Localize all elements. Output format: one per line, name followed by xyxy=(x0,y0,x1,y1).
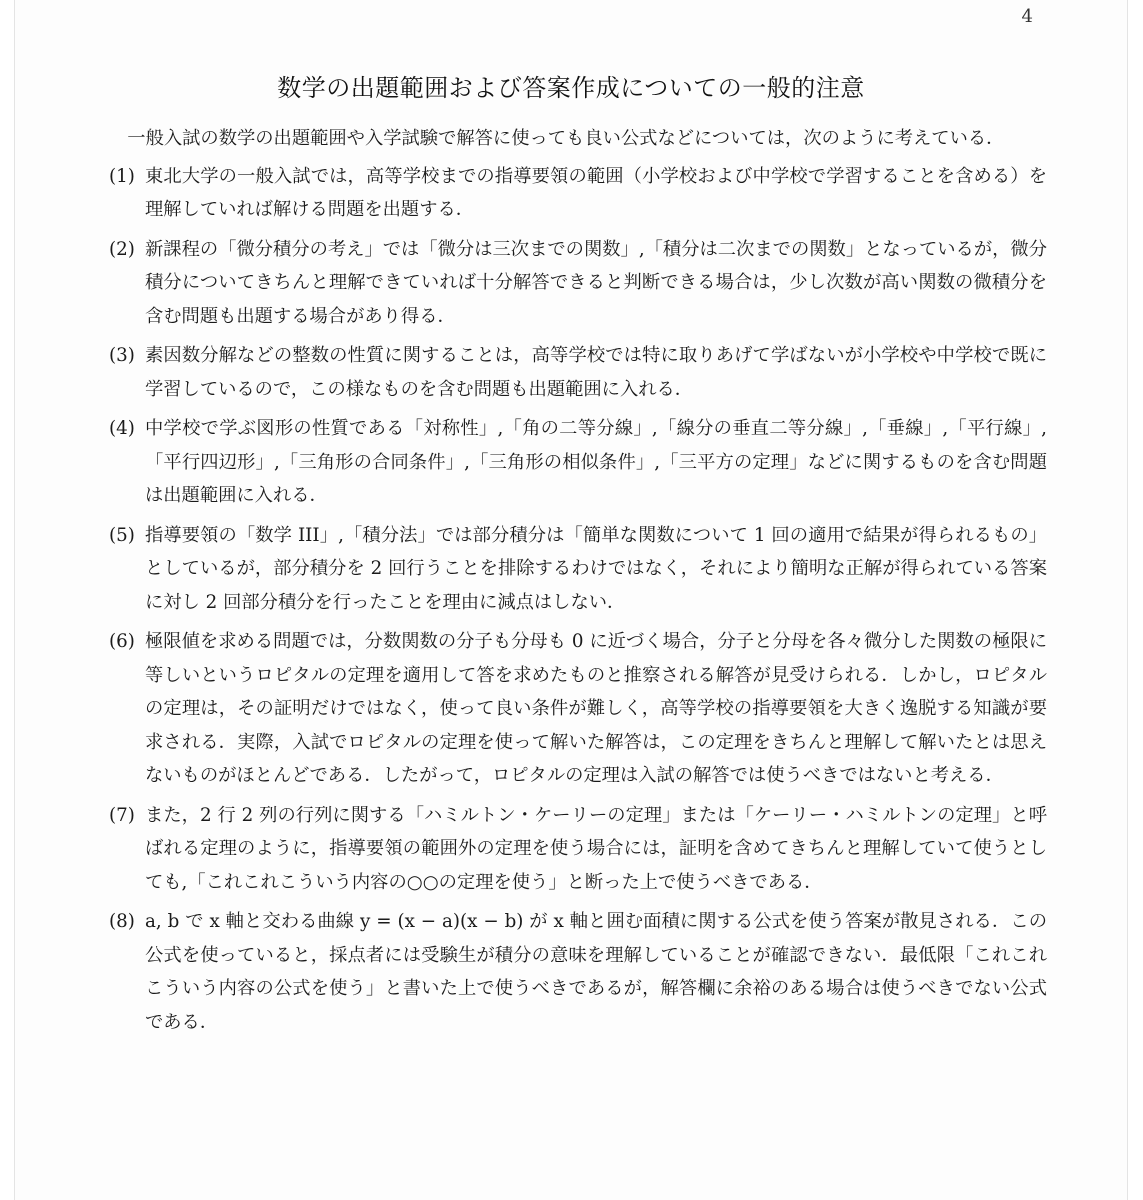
page-number: 4 xyxy=(1021,6,1033,27)
list-item-number: (3) xyxy=(109,345,135,366)
list-item xyxy=(109,412,1047,513)
document-body xyxy=(109,122,1047,1045)
list-item-text: 極限値を求める問題では，分数関数の分子も分母も 0 に近づく場合，分子と分母を各々微分した関数の極限に等しいというロピタルの定理を適用して答を求めたものと推察される解答が見受けられる．しかし，ロピタルの定理は，その証明だけではなく，使って良い条件が難しく，高等学校の指導要領を大きく逸脱する知識が要求される．実際，入試でロピタルの定理を使って解いた解答は，この定理をきちんと理解して解いたとは思えないものがほとんどである．したがって，ロピタルの定理は入試の解答では使うべきではないと考える． xyxy=(145,631,1047,786)
list-item xyxy=(109,799,1047,900)
list-item xyxy=(109,339,1047,406)
list-item-number: (1) xyxy=(109,165,135,187)
list-item-text: 中学校で学ぶ図形の性質である「対称性」,「角の二等分線」,「線分の垂直二等分線」,「垂線」,「平行線」,「平行四辺形」,「三角形の合同条件」,「三角形の相似条件」,「三平方の定理」などに関するものを含む問題は出題範囲に入れる． xyxy=(145,418,1047,506)
list-item-number: (4) xyxy=(109,418,135,439)
list-item xyxy=(109,233,1047,334)
list-item xyxy=(109,519,1047,620)
list-item-text: a, b で x 軸と交わる曲線 y = (x − a)(x − b) が x 軸と囲む面積に関する公式を使う答案が散見される．この公式を使っていると，採点者には受験生が積分の意味を理解していることが確認できない．最低限「これこれこういう内容の公式を使う」と書いた上で使うべきであるが，解答欄に余裕のある場合は使うべきでない公式である． xyxy=(145,911,1047,1033)
list-item-number: (6) xyxy=(109,631,135,652)
list-item-text: また，2 行 2 列の行列に関する「ハミルトン・ケーリーの定理」または「ケーリー・ハミルトンの定理」と呼ばれる定理のように，指導要領の範囲外の定理を使う場合には，証明を含めてきちんと理解していて使うとしても,「これこれこういう内容の○○の定理を使う」と断った上で使うべきである． xyxy=(145,804,1047,893)
list-item xyxy=(109,905,1047,1039)
list-item-text: 新課程の「微分積分の考え」では「微分は三次までの関数」,「積分は二次までの関数」となっているが，微分積分についてきちんと理解できていれば十分解答できると判断できる場合は，少し次数が高い関数の微積分を含む問題も出題する場合があり得る． xyxy=(145,238,1047,327)
list-item-text: 素因数分解などの整数の性質に関することは，高等学校では特に取りあげて学ばないが小学校や中学校で既に学習しているので，この様なものを含む問題も出題範囲に入れる． xyxy=(145,345,1047,400)
document-page xyxy=(14,0,1128,1200)
list-item xyxy=(109,625,1047,793)
list-item-text: 指導要領の「数学 III」,「積分法」では部分積分は「簡単な関数について 1 回の適用で結果が得られるもの」としているが，部分積分を 2 回行うことを排除するわけではなく，それにより簡明な正解が得られている答案に対し 2 回部分積分を行ったことを理由に減点はしない． xyxy=(145,524,1047,613)
list-item-number: (8) xyxy=(109,911,135,932)
intro-paragraph: 一般入試の数学の出題範囲や入学試験で解答に使っても良い公式などについては，次のように考えている． xyxy=(127,128,1005,149)
list-item-text: 東北大学の一般入試では，高等学校までの指導要領の範囲（小学校および中学校で学習することを含める）を理解していれば解ける問題を出題する． xyxy=(145,165,1047,220)
list-item xyxy=(109,160,1047,227)
list-item-number: (2) xyxy=(109,238,135,260)
list-item-number: (7) xyxy=(109,804,135,826)
list-item-number: (5) xyxy=(109,524,135,546)
page-title: 数学の出題範囲および答案作成についての一般的注意 xyxy=(277,74,865,102)
